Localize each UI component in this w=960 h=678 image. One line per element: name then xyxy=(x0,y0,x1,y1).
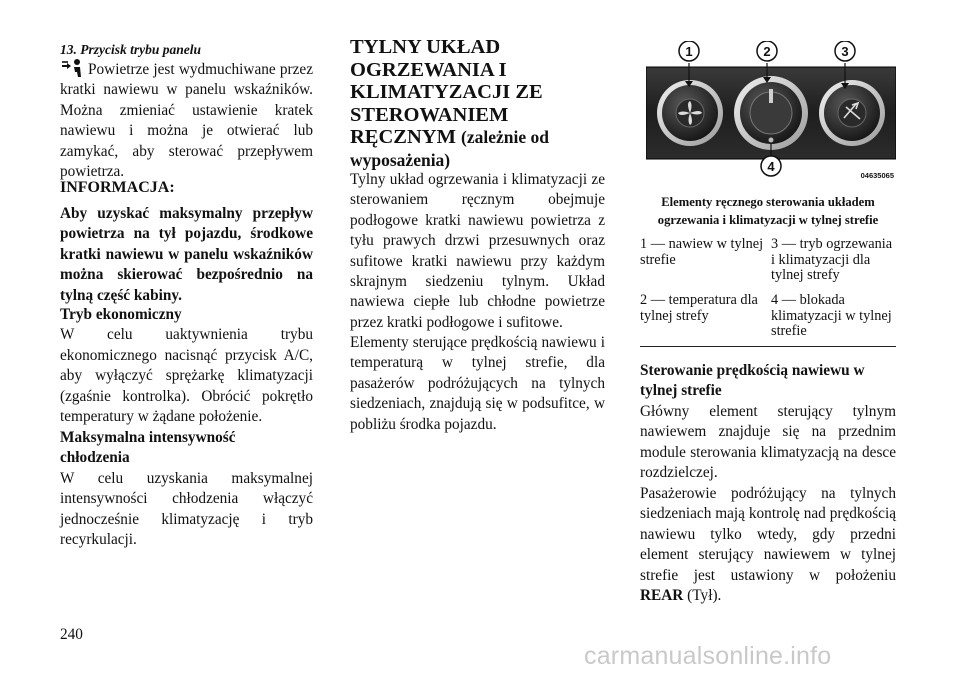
page-number: 240 xyxy=(60,626,83,643)
left-column xyxy=(60,0,313,678)
legend-item-3: 3 — tryb ogrzewania i klimatyzacji dla tylnej strefy xyxy=(771,236,893,283)
info-label: INFORMACJA: xyxy=(60,179,175,196)
section-title xyxy=(350,36,605,171)
info-text-block xyxy=(60,204,313,306)
legend-row-2 xyxy=(640,293,896,340)
middle-column xyxy=(350,0,605,678)
callout-2-label: 2 xyxy=(763,44,771,59)
section-title-main: TYLNY UKŁAD OGRZEWANIA I KLIMATYZACJI ZE STEROWANIEM RĘCZNYM xyxy=(350,36,543,148)
panel-mode-text: Powietrze jest wydmuchiwane przez kratki nawiewu w panelu wskaźników. Można zmieniać ustawienie kratek nawiewu i można je otwierać lub zamykać, aby sterować przepływem powietrza. xyxy=(60,61,313,181)
speed-control-block xyxy=(640,361,896,483)
rear-controls-illustration xyxy=(646,41,896,182)
legend-row-1 xyxy=(640,237,896,293)
item-heading: 13. Przycisk trybu panelu xyxy=(60,42,202,57)
callout-2 xyxy=(757,41,777,61)
callout-1-label: 1 xyxy=(685,44,693,59)
callout-4-label: 4 xyxy=(767,159,775,174)
max-heading: Maksymalna intensywność chłodzenia xyxy=(60,429,236,467)
speed-heading: Sterowanie prędkością nawiewu w tylnej strefie xyxy=(640,362,865,400)
legend-item-4: 4 — blokada klimatyzacji w tylnej strefie xyxy=(771,292,892,339)
figure-caption: Elementy ręcznego sterowania układem ogrzewania i klimatyzacji w tylnej strefie xyxy=(657,195,879,227)
figure-legend xyxy=(640,237,896,340)
watermark: carmanualsonline.info xyxy=(584,642,832,670)
passenger-text xyxy=(640,484,896,606)
rear-keyword: REAR xyxy=(640,587,684,605)
info-text: Aby uzyskać maksymalny przepływ powietrza na tył pojazdu, środkowe kratki nawiewu w panelu wskaźników można skierować bezpośrednio na tylną część kabiny. xyxy=(60,205,313,304)
speed-text: Główny element sterujący tylnym nawiewem znajduje się na przednim module sterowania klimatyzacją na desce rozdzielczej. xyxy=(640,402,896,482)
passenger-text-start: Pasażerowie podróżujący na tylnych siedzeniach mają kontrolę nad prędkością nawiewu tylko wtedy, gdy przedni element sterujący nawiewem w tylnej strefie jest ustawiony w położeniu xyxy=(640,485,896,584)
legend-divider xyxy=(640,346,896,347)
callout-3-label: 3 xyxy=(841,44,849,59)
callout-3 xyxy=(835,41,855,61)
eco-block xyxy=(60,305,313,427)
eco-text: W celu uaktywnienia trybu ekonomicznego nacisnąć przycisk A/C, aby wyłączyć sprężarkę klimatyzacji (zgaśnie kontrolka). Obrócić pokrętło temperatury w żądane położenie. xyxy=(60,326,313,426)
legend-item-1: 1 — nawiew w tylnej strefie xyxy=(640,236,764,268)
eco-heading: Tryb ekonomiczny xyxy=(60,306,182,323)
max-cooling-block xyxy=(60,428,313,550)
right-column xyxy=(640,0,896,678)
info-block xyxy=(60,178,313,198)
callout-1 xyxy=(679,41,699,61)
controls-paragraph: Elementy sterujące prędkością nawiewu i temperaturą w tylnej strefie, dla pasażerów podróżujących na tylnych siedzeniach, znajdują się w podsufitce, w pobliżu środka pojazdu. xyxy=(350,334,605,433)
figure-code: 04635065 xyxy=(860,171,894,180)
callout-4 xyxy=(761,156,781,176)
max-text: W celu uzyskania maksymalnej intensywności chłodzenia włączyć jednocześnie klimatyzację i tryb recyrkulacji. xyxy=(60,469,313,549)
intro-paragraph: Tylny układ ogrzewania i klimatyzacji ze sterowaniem ręcznym obejmuje podłogowe kratki nawiewu powietrza z tyłu prawych drzwi przesuwnych oraz sufitowe kratki nawiewu przy każdym skrajnym siedzeniu tylnym. Układ nawiewa ciepłe lub chłodne powietrze przez kratki podłogowe i sufitowe. xyxy=(350,171,605,331)
rear-controls-figure xyxy=(646,41,896,182)
section-title-suffix: (zależnie od wyposażenia) xyxy=(350,127,550,170)
passenger-text-end: (Tył). xyxy=(687,587,722,605)
legend-item-2: 2 — temperatura dla tylnej strefy xyxy=(640,292,758,324)
